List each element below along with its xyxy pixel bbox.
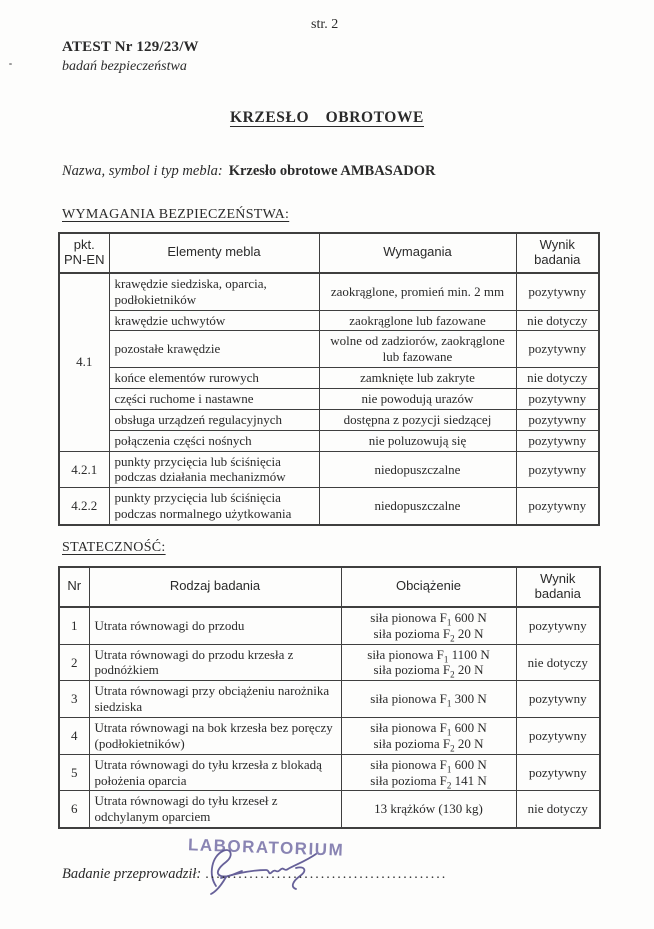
safety-table-row	[59, 430, 599, 451]
safety-cell-requirement: zaokrąglone, promień min. 2 mm	[319, 273, 516, 310]
stability-cell-load: siła pionowa $F_1$ 600 N siła pozioma $F_2$ 20 N	[341, 718, 516, 755]
stability-cell-load: siła pionowa $F_1$ 600 N siła pozioma $F_2$ 141 N	[341, 754, 516, 791]
laboratory-stamp: LABORATORIUM	[187, 835, 345, 860]
safety-cell-result: pozytywny	[516, 273, 599, 310]
stability-cell-load: siła pionowa $F_1$ 300 N	[341, 681, 516, 718]
stability-cell-nr: 3	[59, 681, 89, 718]
safety-table-head	[59, 233, 599, 273]
safety-cell-element: krawędzie uchwytów	[109, 310, 319, 331]
stability-cell-test: Utrata równowagi do tyłu krzesła z blokadą położenia oparcia	[89, 754, 341, 791]
safety-cell-result: pozytywny	[516, 430, 599, 451]
product-line	[62, 163, 435, 180]
atest-header	[62, 38, 199, 76]
safety-cell-element: pozostałe krawędzie	[109, 331, 319, 368]
stability-table-row	[59, 718, 600, 755]
safety-cell-element: punkty przycięcia lub ściśnięcia podczas normalnego użytkowania	[109, 488, 319, 525]
safety-cell-requirement: zamknięte lub zakryte	[319, 368, 516, 389]
safety-table-row	[59, 310, 599, 331]
stability-cell-result: pozytywny	[516, 754, 600, 791]
safety-table-body	[59, 273, 599, 525]
stability-table	[58, 566, 601, 829]
signature-label: Badanie przeprowadził:	[62, 866, 202, 882]
safety-table-row	[59, 273, 599, 310]
stability-cell-result: nie dotyczy	[516, 644, 600, 681]
stability-column-header: Wynik badania	[516, 567, 600, 607]
safety-table-row	[59, 389, 599, 410]
safety-table-row	[59, 409, 599, 430]
safety-table-row	[59, 451, 599, 488]
stability-cell-test: Utrata równowagi na bok krzesła bez poręczy (podłokietników)	[89, 718, 341, 755]
stability-table-row	[59, 644, 600, 681]
safety-cell-element: części ruchome i nastawne	[109, 389, 319, 410]
stability-cell-nr: 6	[59, 791, 89, 828]
stability-cell-test: Utrata równowagi przy obciążeniu narożnika siedziska	[89, 681, 341, 718]
safety-header-row	[59, 233, 599, 273]
stability-column-header: Rodzaj badania	[89, 567, 341, 607]
safety-cell-result: nie dotyczy	[516, 310, 599, 331]
stability-table-row	[59, 681, 600, 718]
stability-cell-test: Utrata równowagi do tyłu krzeseł z odchylanym oparciem	[89, 791, 341, 828]
stability-column-header: Obciążenie	[341, 567, 516, 607]
stability-cell-load: 13 krążków (130 kg)	[341, 791, 516, 828]
atest-subtitle: badań bezpieczeństwa	[62, 58, 187, 74]
stability-cell-test: Utrata równowagi do przodu krzesła z podnóżkiem	[89, 644, 341, 681]
stability-cell-result: nie dotyczy	[516, 791, 600, 828]
safety-cell-result: nie dotyczy	[516, 368, 599, 389]
stability-cell-result: pozytywny	[516, 607, 600, 644]
stability-table-body	[59, 607, 600, 828]
safety-cell-element: punkty przycięcia lub ściśnięcia podczas działania mechanizmów	[109, 451, 319, 488]
stability-header-row	[59, 567, 600, 607]
safety-cell-requirement: wolne od zadziorów, zaokrąglone lub fazowane	[319, 331, 516, 368]
stability-cell-nr: 1	[59, 607, 89, 644]
safety-column-header: Elementy mebla	[109, 233, 319, 273]
safety-table-row	[59, 368, 599, 389]
safety-column-header: Wynik badania	[516, 233, 599, 273]
safety-table-row	[59, 331, 599, 368]
stability-table-row	[59, 754, 600, 791]
safety-cell-requirement: niedopuszczalne	[319, 488, 516, 525]
safety-cell-element: połączenia części nośnych	[109, 430, 319, 451]
safety-column-header: Wymagania	[319, 233, 516, 273]
signature-line	[62, 866, 447, 883]
safety-cell-element: krawędzie siedziska, oparcia, podłokietników	[109, 273, 319, 310]
safety-cell-requirement: nie poluzowują się	[319, 430, 516, 451]
safety-cell-requirement: nie powodują urazów	[319, 389, 516, 410]
page-number: str. 2	[311, 17, 339, 32]
product-value: Krzesło obrotowe AMBASADOR	[228, 163, 436, 179]
dotted-line: ............................................	[205, 867, 448, 882]
safety-section-heading: WYMAGANIA BEZPIECZEŃSTWA:	[62, 207, 290, 222]
safety-requirements-table	[58, 232, 600, 526]
stability-section-heading: STATECZNOŚĆ:	[62, 540, 166, 555]
stability-cell-nr: 5	[59, 754, 89, 791]
stability-cell-load: siła pionowa $F_1$ 600 N siła pozioma $F_2$ 20 N	[341, 607, 516, 644]
stability-cell-nr: 4	[59, 718, 89, 755]
product-label: Nazwa, symbol i typ mebla:	[62, 163, 223, 179]
document-title: KRZESŁO OBROTOWE	[229, 109, 424, 126]
stability-cell-load: siła pionowa $F_1$ 1100 N siła pozioma $F_2$ 20 N	[341, 644, 516, 681]
safety-cell-result: pozytywny	[516, 451, 599, 488]
safety-cell-result: pozytywny	[516, 331, 599, 368]
atest-number: ATEST Nr 129/23/W	[62, 39, 199, 55]
stability-cell-nr: 2	[59, 644, 89, 681]
safety-cell-element: końce elementów rurowych	[109, 368, 319, 389]
safety-column-header: pkt. PN-EN	[59, 233, 109, 273]
safety-cell-element: obsługa urządzeń regulacyjnych	[109, 409, 319, 430]
safety-cell-requirement: dostępna z pozycji siedzącej	[319, 409, 516, 430]
safety-table-row	[59, 488, 599, 525]
safety-cell-pkt: 4.1	[59, 273, 109, 451]
stability-table-row	[59, 791, 600, 828]
stability-cell-test: Utrata równowagi do przodu	[89, 607, 341, 644]
safety-cell-pkt: 4.2.2	[59, 488, 109, 525]
stability-column-header: Nr	[59, 567, 89, 607]
stability-table-head	[59, 567, 600, 607]
scan-artifact	[9, 63, 12, 65]
stability-table-row	[59, 607, 600, 644]
safety-cell-result: pozytywny	[516, 409, 599, 430]
safety-cell-pkt: 4.2.1	[59, 451, 109, 488]
safety-cell-requirement: zaokrąglone lub fazowane	[319, 310, 516, 331]
safety-cell-requirement: niedopuszczalne	[319, 451, 516, 488]
stability-cell-result: pozytywny	[516, 718, 600, 755]
safety-cell-result: pozytywny	[516, 488, 599, 525]
safety-cell-result: pozytywny	[516, 389, 599, 410]
stability-cell-result: pozytywny	[516, 681, 600, 718]
